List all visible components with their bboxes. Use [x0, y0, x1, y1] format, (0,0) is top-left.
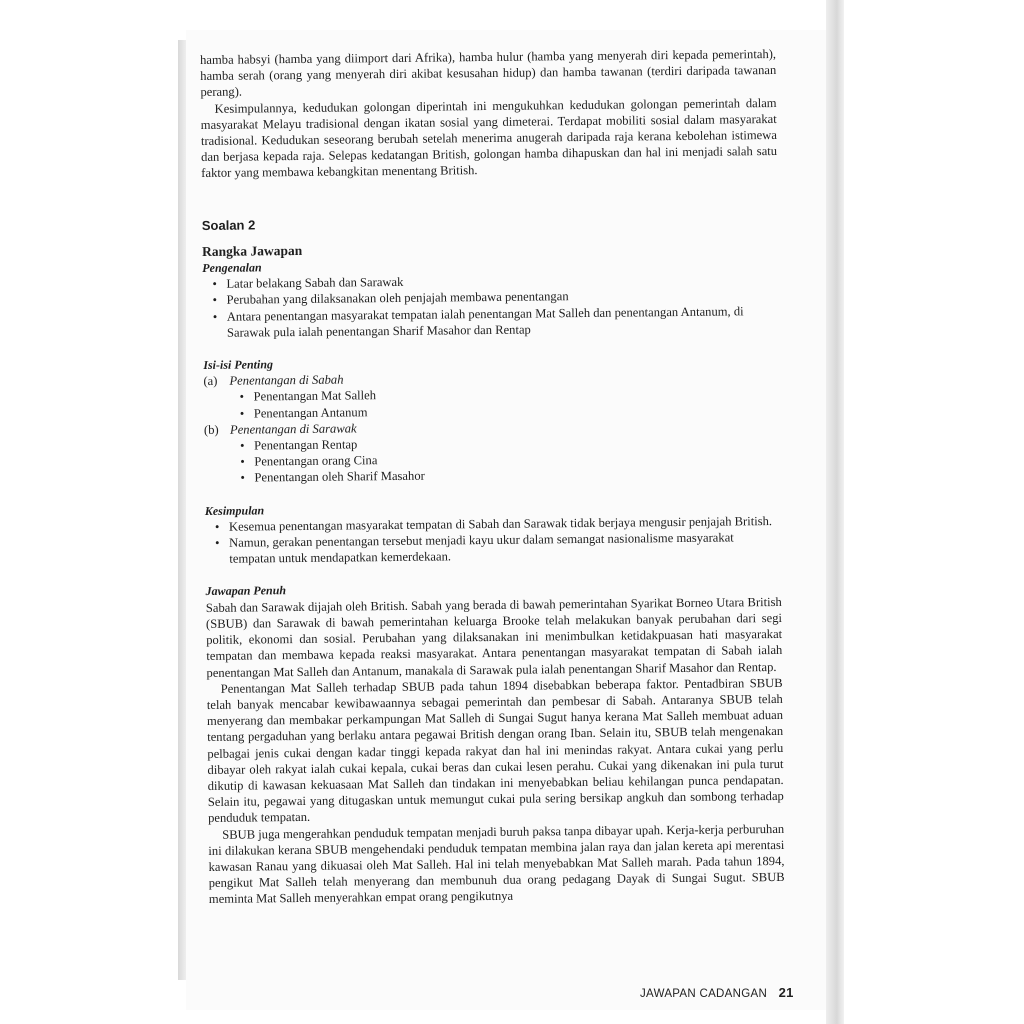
page-footer [640, 985, 794, 1000]
page-number: 21 [778, 985, 794, 1000]
list-item: • Penentangan oleh Sharif Masahor [244, 464, 780, 486]
answer-paragraph: SBUB juga mengerahkan penduduk tempatan menjadi buruh paksa tanpa dibayar upah. Kerja-kerja perburuhan ini dilakukan kerana SBUB mengehendaki penduduk tempatan membina jalan raya dan jalan kereta api merentasi kawasan Ranau yang dikuasai oleh Mat Salleh. Hal ini telah menyebabkan Mat Salleh marah. Pada tahun 1894, pengikut Mat Salleh telah menyerang dan membunuh dua orang pedagang Dayak di Sungai Sugut. SBUB meminta Mat Salleh menyerahkan empat orang pengikutnya [208, 821, 785, 907]
answer-paragraph: Penentangan Mat Salleh terhadap SBUB pada tahun 1894 disebabkan beberapa faktor. Pentadbiran SBUB telah banyak mencabar kewibawaannya sebagai pemerintah dan pembesar di Sabah. Antaranya SBUB telah menyerang dan membakar perkampungan Mat Salleh di Sungai Sugut hanya kerana Mat Salleh membuat aduan tentang pergaduhan yang berlaku antara pegawai British dengan orang Iban. Selain itu, SBUB telah mengenakan pelbagai jenis cukai dengan kadar tinggi kepada rakyat dan hal ini menindas rakyat. Antara cukai yang perlu dibayar oleh rakyat ialah cukai kepala, cukai beras dan cukai lesen perahu. Cukai yang dikenakan ini pula turut dikutip di kawasan kekuasaan Mat Salleh dan tindakan ini menyebabkan beliau kehilangan punca pendapatan. Selain itu, pegawai yang ditugaskan untuk memungut cukai pula sering bersikap angkuh dan sombong terhadap penduduk tempatan. [206, 675, 784, 826]
answer-paragraph: Sabah dan Sarawak dijajah oleh British. Sabah yang berada di bawah pemerintahan Syarikat Borneo Utara British (SBUB) dan Sarawak di bawah pemerintahan keluarga Brooke telah melakukan banyak perubahan dari segi politik, ekonomi dan sosial. Perubahan yang dilaksanakan ini menimbulkan ketidakpuasan hati masyarakat tempatan dan membawa kepada reaksi masyarakat. Antara penentangan masyarakat tempatan di Sabah ialah penentangan Mat Salleh dan Antanum, manakala di Sarawak pula ialah penentangan Sharif Masahor dan Rentap. [205, 594, 783, 680]
question-heading: Soalan 2 [201, 217, 256, 233]
list-item: • Penentangan Mat Salleh [244, 383, 780, 405]
introduction-list [202, 270, 779, 341]
list-item: • Penentangan Rentap [244, 432, 780, 454]
list-item: • Antara penentangan masyarakat tempatan ialah penentangan Mat Salleh dan penentangan Antanum, di Sarawak pula ialah penentangan Sharif Masahor dan Rentap [217, 303, 779, 341]
list-item: • Namun, gerakan penentangan tersebut menjadi kayu ukur dalam semangat nasionalisme masyarakat tempatan untuk mendapatkan kemerdekaan. [219, 529, 781, 567]
full-answer-label: Jawapan Penuh [205, 583, 287, 599]
list-item: • Latar belakang Sabah dan Sarawak [216, 270, 778, 292]
group-title: Penentangan di Sarawak [229, 421, 357, 437]
list-item: • Penentangan Antanum [244, 400, 780, 422]
group-a-list [204, 383, 780, 421]
page-edge [826, 0, 844, 1024]
group-title: Penentangan di Sabah [229, 372, 344, 388]
conclusion-label: Kesimpulan [204, 503, 265, 518]
outline-title: Rangka Jawapan [202, 242, 303, 259]
list-item: • Perubahan yang dilaksanakan oleh penjajah membawa penentangan [217, 286, 779, 308]
list-item: • Kesemua penentangan masyarakat tempatan di Sabah dan Sarawak tidak berjaya mengusir penjajah British. [219, 513, 781, 535]
conclusion-list [205, 513, 781, 568]
group-letter: (a) [203, 374, 218, 389]
introduction-label: Pengenalan [202, 260, 262, 276]
footer-section-label: JAWAPAN CADANGAN [640, 988, 768, 1000]
list-item: • Penentangan orang Cina [244, 448, 780, 470]
key-points-label: Isi-isi Penting [203, 357, 274, 373]
group-letter: (b) [203, 422, 219, 437]
intro-paragraph: Kesimpulannya, kedudukan golongan diperintah ini mengukuhkan kedudukan golongan pemerintah dalam masyarakat Melayu tradisional dengan ikatan sosial yang dimeterai. Terdapat mobiliti sosial dalam masyarakat tradisional. Kedudukan seseorang berubah setelah menerima anugerah daripada raja kerana kebolehan istimewa dan berjasa kepada raja. Selepas kedatangan British, golongan hamba dihapuskan dan hal ini menjadi salah satu faktor yang membawa kebangkitan menentang British. [200, 95, 778, 181]
intro-paragraph: hamba habsyi (hamba yang diimport dari Afrika), hamba hulur (hamba yang menyerah diri kepada pemerintah), hamba serah (orang yang menyerah diri akibat kesusahan hidup) dan hamba tawanan (terdiri daripada tawanan perang). [200, 46, 777, 100]
group-b-list [204, 432, 780, 487]
page-content [200, 46, 785, 908]
